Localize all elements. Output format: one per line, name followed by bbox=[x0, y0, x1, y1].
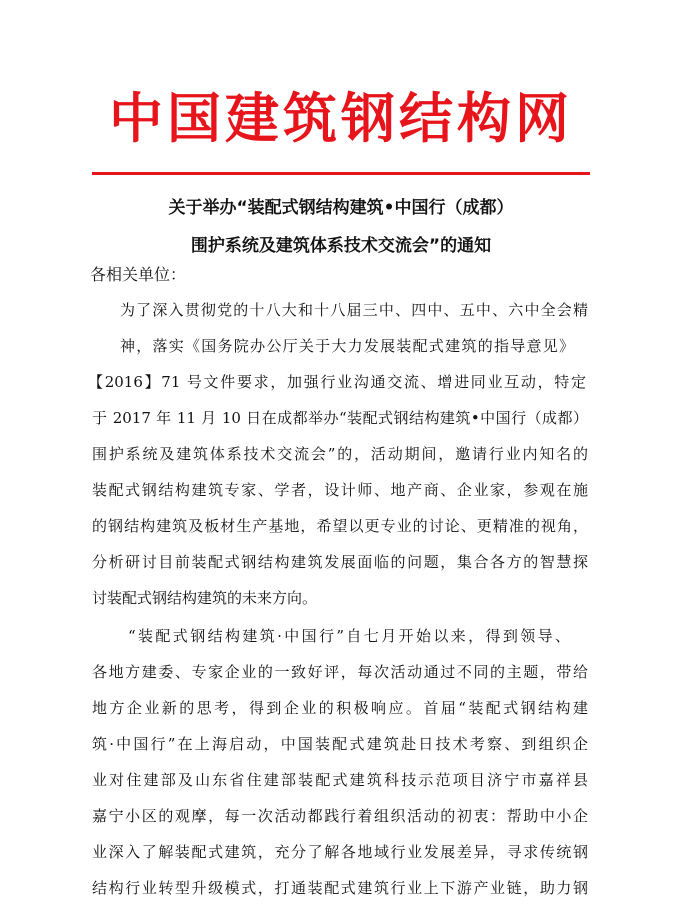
paragraph-2-line: 地方企业新的思考，得到企业的积极响应。首届“装配式钢结构建 bbox=[92, 699, 588, 717]
paragraph-2-line: 嘉宁小区的观摩，每一次活动都践行着组织活动的初衷：帮助中小企 bbox=[92, 807, 588, 825]
paragraph-1-line: 神，落实《国务院办公厅关于大力发展装配式建筑的指导意见》 bbox=[120, 337, 574, 355]
paragraph-2-line: 各地方建委、专家企业的一致好评，每次活动通过不同的主题，带给 bbox=[92, 663, 588, 681]
paragraph-1-line: 为了深入贯彻党的十八大和十八届三中、四中、五中、六中全会精 bbox=[120, 301, 588, 319]
paragraph-2-line: “装配式钢结构建筑·中国行”自七月开始以来，得到领导、 bbox=[128, 627, 570, 645]
paragraph-2-line: 结构行业转型升级模式，打通装配式建筑行业上下游产业链，助力钢 bbox=[92, 879, 588, 897]
paragraph-1-line: 【2016】71 号文件要求，加强行业沟通交流、增进同业互动，特定 bbox=[88, 373, 586, 391]
paragraph-1-line: 讨装配式钢结构建筑的未来方向。 bbox=[92, 589, 318, 607]
greeting: 各相关单位： bbox=[90, 265, 187, 284]
paragraph-1-line: 分析研讨目前装配式钢结构建筑发展面临的问题，集合各方的智慧探 bbox=[92, 553, 588, 571]
masthead-divider bbox=[92, 172, 590, 175]
paragraph-2-line: 业对住建部及山东省住建部装配式建筑科技示范项目济宁市嘉祥县 bbox=[92, 771, 588, 789]
paragraph-2-line: 业深入了解装配式建筑，充分了解各地域行业发展差异，寻求传统钢 bbox=[92, 843, 588, 861]
paragraph-1-line: 装配式钢结构建筑专家、学者，设计师、地产商、企业家，参观在施 bbox=[92, 481, 588, 499]
notice-title-line-2: 围护系统及建筑体系技术交流会”的通知 bbox=[190, 236, 492, 256]
masthead-title: 中国建筑钢结构网 bbox=[109, 87, 573, 150]
paragraph-1-line: 的钢结构建筑及板材生产基地，希望以更专业的讨论、更精准的视角， bbox=[92, 517, 588, 535]
paragraph-1-line: 围护系统及建筑体系技术交流会”的，活动期间，邀请行业内知名的 bbox=[92, 445, 588, 463]
paragraph-2-line: 筑·中国行”在上海启动，中国装配式建筑赴日技术考察、到组织企 bbox=[92, 735, 588, 753]
paragraph-1-line: 于 2017 年 11 月 10 日在成都举办“装配式钢结构建筑•中国行（成都） bbox=[92, 409, 588, 427]
notice-title-line-1: 关于举办“装配式钢结构建筑•中国行（成都） bbox=[168, 198, 514, 218]
